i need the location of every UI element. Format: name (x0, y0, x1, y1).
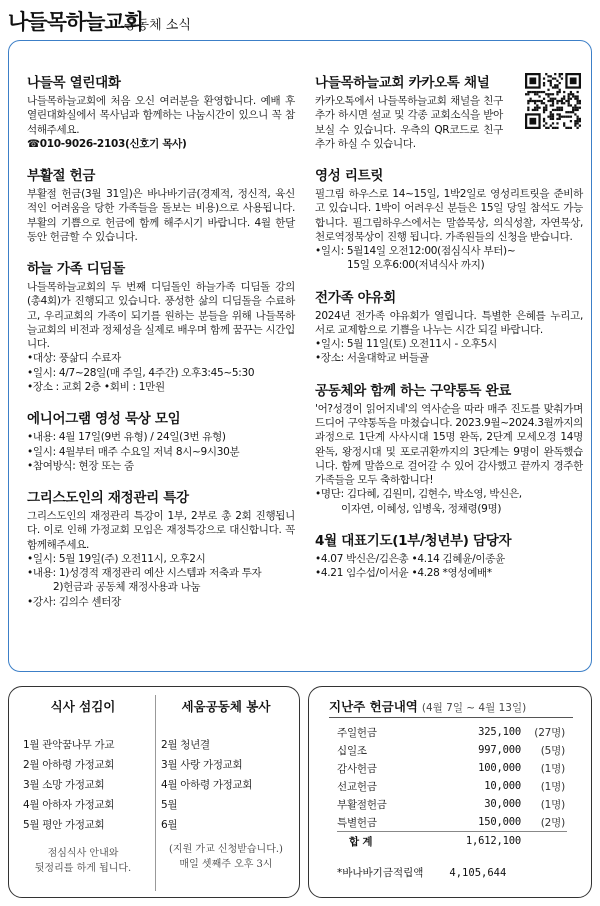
page-subtitle: 공동체 소식 (124, 18, 191, 33)
table-row (337, 723, 565, 741)
offering-panel (308, 686, 592, 898)
meal-note-2: 뒷정리를 하게 됩니다. (34, 862, 132, 874)
list-item: 4월 아하령 가정교회 (161, 779, 253, 791)
offering-label: 십일조 (337, 744, 367, 757)
service-title: 세움공동체 봉사 (181, 699, 271, 714)
section-kakao (315, 71, 583, 151)
section-enneagram (27, 407, 295, 473)
offering-count: (27명) (534, 726, 565, 739)
table-row (337, 741, 565, 759)
list-item: 5월 (161, 799, 178, 811)
list-item: 2월 아하령 가정교회 (23, 759, 115, 771)
service-servers (161, 697, 291, 872)
table-row (337, 777, 565, 795)
section-prayer (315, 529, 583, 581)
section-title: 부활절 헌금 (27, 168, 96, 185)
news-panel (8, 40, 592, 672)
offering-amount: 100,000 (478, 762, 521, 774)
list-item: 4월 아하자 가정교회 (23, 799, 115, 811)
section-bible (315, 379, 583, 516)
offering-amount: 325,100 (478, 726, 521, 738)
offering-title (329, 697, 526, 715)
divider (329, 717, 573, 718)
offering-amount: 150,000 (478, 816, 521, 828)
section-body: 부활절 헌금(3월 31일)은 바나바기금(경제적, 정신적, 육신적인 어려움을 당한 가족들을 돌보는 비용)으로 사용됩니다. 부활의 기쁨으로 헌금에 함께 해주시기 바랍니다. 4월 한달 동안 헌금할 수 있습니다. (27, 188, 295, 243)
section-title: 하늘 가족 디딤돌 (27, 261, 125, 278)
section-line: •일시: 5월 11일(토) 오전11시 - 오후5시 (315, 338, 497, 351)
accum-label: *바나바기금적립액 (337, 867, 424, 879)
table-row (337, 813, 565, 831)
divider (155, 695, 156, 891)
section-family (27, 257, 295, 394)
section-line: •명단: 김다혜, 김원미, 김현수, 박소영, 박신은, (315, 488, 522, 501)
offering-amount: 10,000 (484, 780, 521, 792)
left-column (27, 71, 295, 622)
offering-label: 특별헌금 (337, 816, 377, 829)
section-finance (27, 486, 295, 609)
offering-amount: 30,000 (484, 798, 521, 810)
accum-amount: 4,105,644 (449, 867, 507, 879)
section-body: '어?성경이 읽어지네'의 역사순을 따라 매주 진도를 맞춰가며 드디어 구약통독을 마쳤습니다. 2023.9월~2024.3월까지의 과정으로 1단계 사사시대 15명 완독, 2단계 모세오경 14명 완독, 왕정시대 및 포로귀환까지의 3단계는 9명이 완독했습니다. 함께 말씀으로 걸어갈 수 있어 감사했고 끝까지 경주한 가족들을 모두 축하합니다! (315, 402, 583, 487)
section-body: 카카오톡에서 나들목하늘교회 채널을 친구추가 하시면 설교 및 각종 교회소식을 받아보실 수 있습니다. 우측의 QR코드로 친구추가 하실 수 있습니다. (315, 95, 503, 150)
offering-count: (1명) (540, 780, 565, 793)
barnabas-fund (337, 865, 506, 880)
list-item: 6월 (161, 819, 178, 831)
section-line: •내용: 4월 17일(9번 유형) / 24일(3번 유형) (27, 431, 226, 444)
section-retreat (315, 164, 583, 273)
list-item: 2월 청년결 (161, 739, 210, 751)
section-line: •강사: 김의수 센터장 (27, 595, 121, 608)
section-line: •일시: 5월14일 오전12:00(점심식사 부터)~ (315, 245, 516, 258)
section-line: •참여방식: 현장 또는 줌 (27, 459, 134, 472)
section-open (27, 71, 295, 151)
meal-note-1: 점심식사 안내와 (47, 848, 119, 859)
list-item: 1월 관악꿈나무 가교 (23, 739, 115, 751)
section-line: •대상: 풍삶디 수료자 (27, 352, 121, 365)
offering-count: (1명) (540, 798, 565, 811)
section-title: 영성 리트릿 (315, 168, 384, 185)
section-title: 에니어그램 영성 묵상 모임 (27, 411, 181, 428)
offering-heading: 지난주 헌금내역 (329, 699, 418, 714)
section-line: 15일 오후6:00(저녁식사 까지) (347, 259, 485, 272)
section-title: 나들목하늘교회 카카오톡 채널 (315, 75, 490, 91)
list-item: 3월 사랑 가정교회 (161, 759, 243, 771)
meal-servers (23, 697, 143, 876)
offering-label: 감사헌금 (337, 762, 377, 775)
section-line: •일시: 5월 19일(주) 오전11시, 오후2시 (27, 552, 206, 565)
right-column (315, 71, 583, 593)
offering-count: (1명) (540, 762, 565, 775)
service-list (161, 735, 291, 835)
table-row (337, 795, 565, 813)
section-body: 2024년 전가족 야유회가 열립니다. 특별한 은혜를 누리고, 서로 교제함으로 기쁨을 나누는 시간 되길 바랍니다. (315, 309, 583, 336)
section-line: •4.21 임수섭/이서윤 •4.28 *영성예배* (315, 567, 492, 580)
section-title: 전가족 야유회 (315, 289, 396, 306)
section-line: •장소: 서울대학교 버들골 (315, 352, 429, 365)
total-count (521, 831, 565, 849)
service-note-2: 매일 셋째주 오후 3시 (179, 858, 273, 870)
total-row (337, 831, 565, 849)
section-title: 나들목 열린대화 (27, 75, 121, 91)
meal-title: 식사 섬김이 (50, 699, 116, 714)
offering-period: (4월 7일 ~ 4월 13일) (421, 702, 527, 714)
divider (337, 831, 567, 832)
section-revival (315, 286, 583, 366)
section-title: 공동체와 함께 하는 구약통독 완료 (315, 382, 511, 399)
offering-label: 선교헌금 (337, 780, 377, 793)
volunteer-panel (8, 686, 300, 898)
offering-label: 부활절헌금 (337, 798, 387, 811)
offering-amount: 997,000 (478, 744, 521, 756)
section-line: •내용: 1)성경적 재정관리 예산 시스템과 저축과 투자 (27, 567, 262, 580)
total-label: 합 계 (349, 835, 373, 848)
section-line: •4.07 박신은/김은총 •4.14 김혜윤/이종윤 (315, 552, 505, 565)
offering-count: (2명) (540, 816, 565, 829)
section-body: 그리스도인의 재정관리 특강이 1부, 2부로 총 2회 진행됩니다. 이로 인해 가정교회 모임은 재정특강으로 대신합니다. 꼭 함께해주세요. (27, 510, 295, 551)
section-title: 그리스도인의 재정관리 특강 (27, 490, 189, 507)
section-title: 4월 대표기도(1부/청년부) 담당자 (315, 532, 512, 549)
meal-list (23, 735, 143, 835)
list-item: 5월 평안 가정교회 (23, 819, 105, 831)
section-body: 나들목하늘교회의 두 번째 디딤돌인 하늘가족 디딤돌 강의(총4회)가 진행되고 있습니다. 풍성한 삶의 디딤돌을 수료하고, 우리교회의 가족이 되기를 원하는 분들을 위해 나들목하늘교회의 비전과 정체성을 실제로 배우며 함께 꿈꾸는 시간입니다. (27, 281, 295, 351)
section-body: 필그림 하우스로 14~15일, 1박2일로 영성리트릿을 준비하고 있습니다. 1박이 어려우신 분들은 15일 당일 참석도 가능합니다. 필그림하우스에서는 말씀묵상, 의식성찰, 자연묵상, 천로역정묵상이 진행 됩니다. 가족원들의 신청을 받습니다. (315, 188, 583, 243)
table-row (337, 759, 565, 777)
church-logo: 나들목하늘교회 (8, 9, 144, 34)
section-line: 이자연, 이혜성, 임병욱, 정채령(9명) (341, 502, 502, 515)
section-line: ☎010-9026-2103(신호기 목사) (27, 137, 187, 150)
section-line: •장소 : 교회 2층 •회비 : 1만원 (27, 380, 165, 393)
section-line: 2)헌금과 공동체 재정사용과 나눔 (53, 581, 201, 594)
list-item: 3월 소망 가정교회 (23, 779, 105, 791)
section-line: •일시: 4/7~28일(매 주일, 4주간) 오후3:45~5:30 (27, 366, 255, 379)
service-note-1: (지원 가교 신청받습니다.) (169, 844, 283, 855)
qr-code-icon[interactable] (525, 73, 581, 129)
section-body: 나들목하늘교회에 처음 오신 여러분을 환영합니다. 예배 후 열린대화실에서 목사님과 함께하는 나눔시간이 있으니 꼭 참석해주세요. (27, 95, 295, 136)
total-amount: 1,612,100 (465, 835, 521, 847)
section-line: •일시: 4월부터 매주 수요일 저녁 8시~9시30분 (27, 445, 240, 458)
offering-label: 주일헌금 (337, 726, 377, 739)
section-easter (27, 164, 295, 244)
offering-count: (5명) (540, 744, 565, 757)
